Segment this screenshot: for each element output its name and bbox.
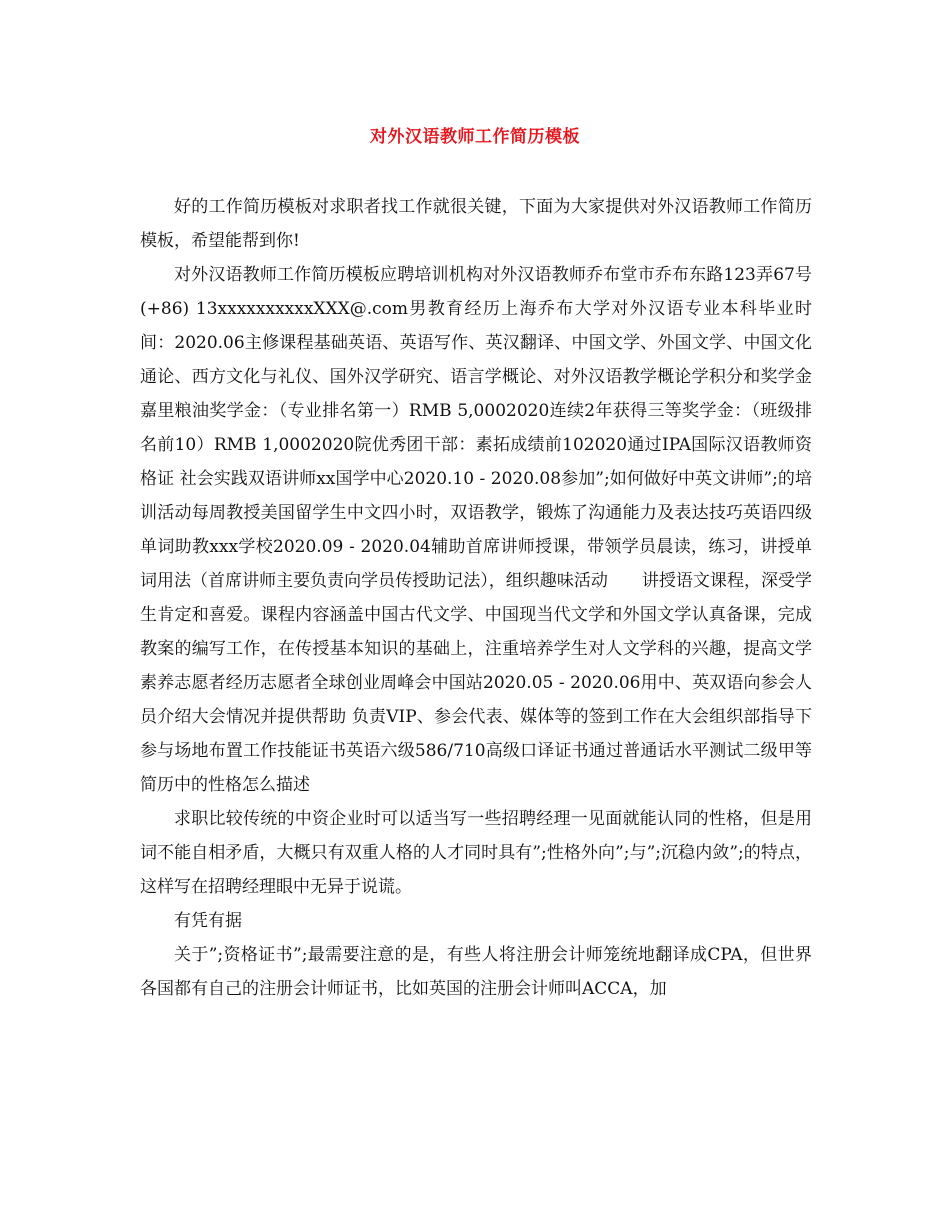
paragraph-certificates: 关于”;资格证书”;最需要注意的是，有些人将注册会计师笼统地翻译成CPA，但世界各国都有自己的注册会计师证书，比如英国的注册会计师叫ACCA，加	[140, 945, 812, 999]
document-title: 对外汉语教师工作简历模板	[370, 127, 580, 147]
paragraph-personality: 求职比较传统的中资企业时可以适当写一些招聘经理一见面就能认同的性格，但是用词不能自相矛盾，大概只有双重人格的人才同时具有”;性格外向”;与”;沉稳内敛”;的特点，这样写在招聘经理眼中无异于说谎。	[140, 809, 812, 897]
paragraph-heading-evidence: 有凭有据	[174, 911, 242, 931]
paragraph-intro: 好的工作简历模板对求职者找工作就很关键，下面为大家提供对外汉语教师工作简历模板，希望能帮到你!	[140, 197, 812, 251]
document-body	[140, 190, 846, 1006]
paragraph-resume-content: 对外汉语教师工作简历模板应聘培训机构对外汉语教师乔布堂市乔布东路123弄67号(+86) 13xxxxxxxxxxXXX@.com男教育经历上海乔布大学对外汉语专业本科毕业时间：2020.06主修课程基础英语、英语写作、英汉翻译、中国文学、外国文学、中国文化通论、西方文化与礼仪、国外汉学研究、语言学概论、对外汉语教学概论学积分和奖学金嘉里粮油奖学金：（专业排名第一）RMB 5,0002020连续2年获得三等奖学金：（班级排名前10）RMB 1,0002020院优秀团干部：素拓成绩前102020通过IPA国际汉语教师资格证 社会实践双语讲师xx国学中心2020.10 - 2020.08参加”;如何做好中英文讲师”;的培训活动每周教授美国留学生中文四小时，双语教学，锻炼了沟通能力及表达技巧英语四级单词助教xxx学校2020.09 - 2020.04辅助首席讲师授课，带领学员晨读，练习，讲授单词用法（首席讲师主要负责向学员传授助记法），组织趣味活动 讲授语文课程，深受学生肯定和喜爱。课程内容涵盖中国古代文学、中国现当代文学和外国文学认真备课，完成教案的编写工作，在传授基本知识的基础上，注重培养学生对人文学科的兴趣，提高文学素养志愿者经历志愿者全球创业周峰会中国站2020.05 - 2020.06用中、英双语向参会人员介绍大会情况并提供帮助 负责VIP、参会代表、媒体等的签到工作在大会组织部指导下参与场地布置工作技能证书英语六级586/710高级口译证书通过普通话水平测试二级甲等 简历中的性格怎么描述	[140, 265, 846, 795]
